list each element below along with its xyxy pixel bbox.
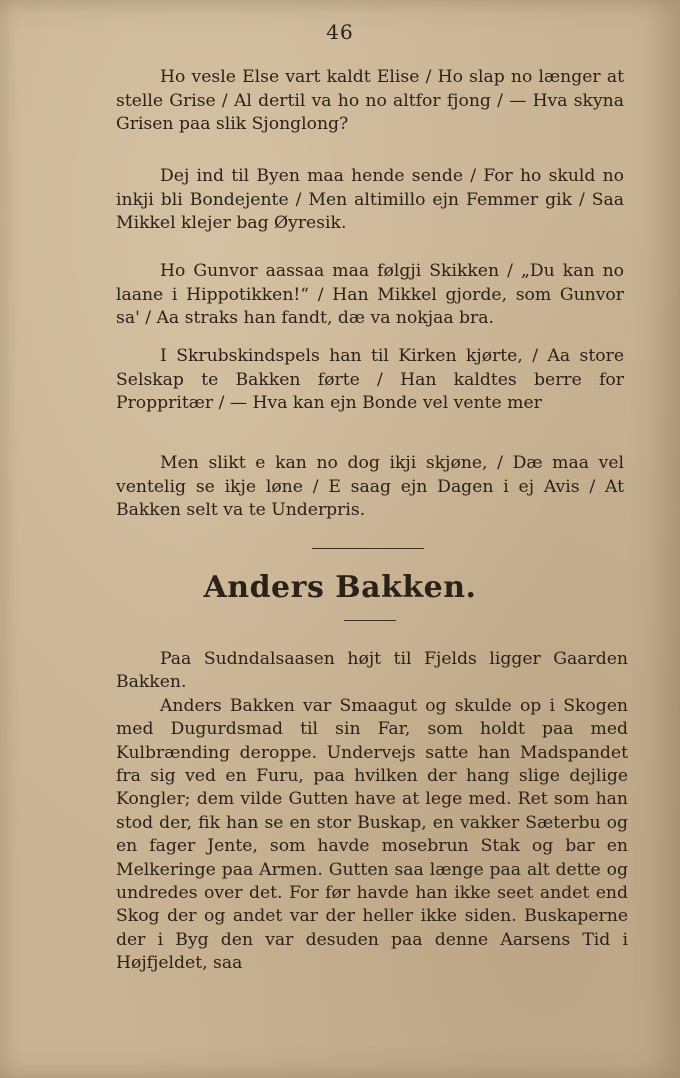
- paragraph-2: Anders Bakken var Smaagut og skulde op i Skogen med Dugurdsmad til sin Far, som holdt paa med Kulbrænding deroppe. Undervejs satte han Madspandet fra sig ved en Furu, paa hvilken der hang slige dejlige Kongler; dem vilde Gutten have at lege med. Ret som han stod der, fik han se en stor Buskap, en vakker Sæterbu og en fager Jente, som havde mosebrun Stak og bar en Melkeringe paa Armen. Gutten saa længe paa alt dette og undredes over det. For før havde han ikke seet andet end Skog der og andet var der heller ikke siden. Buskaperne der i Byg den var desuden paa denne Aarsens Tid i Højfjeldet, saa: [116, 695, 628, 974]
- paragraph-1: Paa Sudndalsaasen højt til Fjelds ligger Gaarden Bakken.: [116, 649, 628, 693]
- section-title: Anders Bakken.: [203, 570, 477, 605]
- section-divider-bottom: [344, 620, 396, 621]
- verse-stanza-4: I Skrubskindspels han til Kirken kjørte, / Aa store Selskap te Bakken førte / Han kaldtes berre for Proppritær / — Hva kan ejn Bonde vel vente mer: [116, 346, 624, 413]
- section-body: [116, 648, 628, 976]
- verse-stanza-5: Men slikt e kan no dog ikji skjøne, / Dæ maa vel ventelig se ikje løne / E saag ejn Dagen i ej Avis / At Bakken selt va te Underpris.: [116, 453, 624, 520]
- section-divider-top: [312, 548, 424, 549]
- verse-stanza-1: Ho vesle Else vart kaldt Elise / Ho slap no længer at stelle Grise / Al dertil va ho no altfor fjong / — Hva skyna Grisen paa slik Sjonglong?: [116, 67, 624, 134]
- verse-stanza-3: Ho Gunvor aassaa maa følgji Skikken / „Du kan no laane i Hippotikken!“ / Han Mikkel gjorde, som Gunvor sa' / Aa straks han fandt, dæ va nokjaa bra.: [116, 261, 624, 328]
- verse-stanza-2: Dej ind til Byen maa hende sende / For ho skuld no inkji bli Bondejente / Men altimillo ejn Femmer gik / Saa Mikkel klejer bag Øyresik.: [116, 166, 624, 233]
- page-number: 46: [326, 20, 354, 44]
